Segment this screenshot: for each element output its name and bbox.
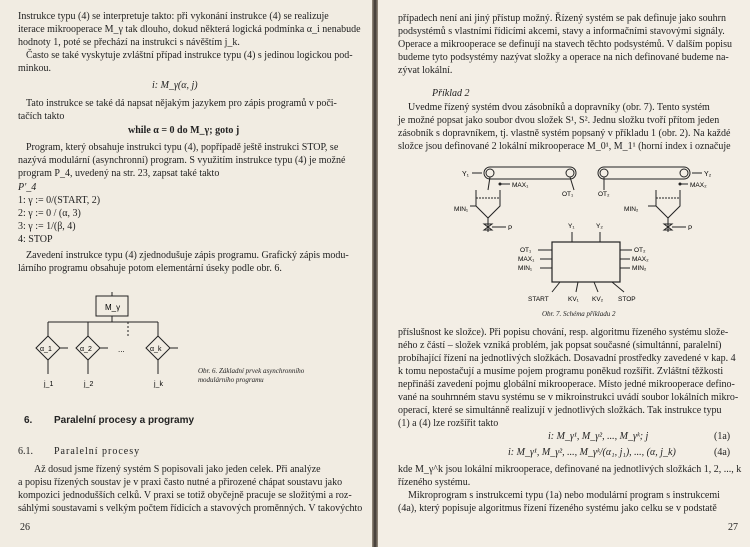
left-para-1-line-3: hodnoty 1, poté se přechází na instrukci s návěštím j_k.	[18, 37, 240, 48]
right-para-3-line-5: nepřináší zavedení pojmu globální mikrooperace. Místo jedné mikrooperace defino-	[398, 379, 735, 390]
out-j2-label: j_2	[84, 381, 94, 388]
example-title: Příklad 2	[432, 88, 470, 99]
left-para-5-line-2: a popisu řízených soustav je v praxi často nutné a přirozené chápat soustavu jako	[18, 477, 343, 488]
right-para-2-line-1: Uvedme řízený systém dvou zásobníků a dopravníky (obr. 7). Tento systém	[408, 102, 710, 113]
fig7-box-min1: MIN₁	[518, 265, 533, 272]
program-line-4: 4: STOP	[18, 234, 53, 245]
right-para-3-line-6: vané na souhrnném stavu systému se v mikroinstrukci uvádí soubor lokálních mikro-	[398, 392, 739, 403]
right-para-4-line-1: kde M_γ^k jsou lokální mikrooperace, definované na jednotlivých složkách 1, 2, ..., k	[398, 464, 742, 475]
left-para-1-line-2: iterace mikrooperace M_γ tak dlouho, dokud některá logická podmínka α_i nenabude	[18, 24, 361, 35]
fig7-stop-label: STOP	[618, 296, 636, 303]
left-page-number: 26	[20, 522, 30, 533]
out-j1-label: j_1	[44, 381, 54, 388]
right-para-1-line-4: budeme tyto podsystémy nazývat složky a operace na nich definované budeme na-	[398, 52, 729, 63]
right-para-3-line-2: ného z částí – složek vzniká problém, jak popsat současné (simultánní, paralelní)	[398, 340, 722, 351]
fig7-max2-label: MAX₂	[690, 182, 707, 189]
right-para-4-line-4: (4a), který popisuje algoritmus řízení řízeného systému jako celku se v podstatě	[398, 503, 717, 514]
fig7-y2-label: Y₂	[704, 171, 712, 178]
program-line-3: 3: γ := 1/(β, 4)	[18, 221, 76, 232]
left-para-3-line-3: program P_4, uvedený na str. 23, zapsat také takto	[18, 168, 220, 179]
formula-iteration: i: M_γ(α, j)	[152, 80, 198, 91]
right-para-1-line-3: Operace a mikrooperace se definují na stavech těchto podsystémů. V dalším popisu	[398, 39, 732, 50]
left-para-5-line-3: kompozici jednodušších celků. V praxi se totiž obyčejně pracuje se složitými a roz-	[18, 490, 352, 501]
fig7-box-max1: MAX₁	[518, 256, 535, 263]
right-para-3-line-4: k tomu nepostačují a musíme pojem programu poněkud rozšířit. Zvláštní těžkosti	[398, 366, 724, 377]
left-para-2-line-1: Tato instrukce se také dá napsat nějakým jazykem pro zápis programů v poči-	[26, 98, 337, 109]
alpha-1-label: α_1	[40, 346, 52, 353]
right-page	[378, 0, 750, 547]
figure-6-diagram	[24, 292, 354, 392]
while-statement: while α = 0 do M_γ; goto j	[128, 125, 240, 136]
right-para-3-line-3: probíhající řízení na jednotlivých složkách. Dosavadní prostředky zavedené v kap. 4	[398, 353, 736, 364]
right-page-number: 27	[728, 522, 738, 533]
left-para-5-line-4: sáhlými soustavami s velkým počtem řídicích a stavových proměnných. V takovýchto	[18, 503, 363, 514]
fig7-box-ot2: OT₂	[634, 247, 646, 254]
fig7-box-y1-label: Y₁	[568, 223, 575, 230]
right-para-4-line-2: řízeného systému.	[398, 477, 471, 488]
fig7-start-label: START	[528, 296, 549, 303]
fig7-max1-label: MAX₁	[512, 182, 529, 189]
controller-box	[552, 242, 620, 282]
right-para-4-line-3: Mikroprogram s instrukcemi typu (1a) nebo modulární program s instrukcemi	[408, 490, 720, 501]
figure-6-caption-line-2: modulárního programu	[198, 376, 264, 384]
left-conveyor	[484, 167, 576, 179]
right-para-1-line-2: podsystémů s vlastními řídicími akcemi, stavy a informačními stavovými signály.	[398, 26, 725, 37]
right-para-3-line-8: (1) a (4) lze rozšířit takto	[398, 418, 499, 429]
fig7-min1-label: MIN₁	[454, 206, 469, 213]
left-para-3-line-1: Program, který obsahuje instrukci typu (4), popřípadě ještě instrukci STOP, se	[26, 142, 339, 153]
figure-7-caption: Obr. 7. Schéma příkladu 2	[542, 310, 616, 318]
program-line-2: 2: γ := 0 / (α, 3)	[18, 208, 81, 219]
right-conveyor	[598, 167, 690, 179]
right-para-2-line-3: zásobník s dopravníkem, tj. vlastně systém popsaný v příkladu 1 (obr. 2). Na každé	[398, 128, 731, 139]
left-page	[0, 0, 372, 547]
equation-1a-number: (1a)	[714, 431, 731, 442]
right-para-3-line-7: operací, které se simultánně realizují v jednotlivých složkách. Tak instrukce typu	[398, 405, 722, 416]
fig7-kv2-label: KV₂	[592, 296, 604, 303]
alpha-2-label: α_2	[80, 346, 92, 353]
fig7-y1-label: Y₁	[462, 171, 470, 178]
figure-6-caption-line-1: Obr. 6. Základní prvek asynchronního	[198, 367, 305, 375]
left-para-1-line-5: minkou.	[18, 63, 52, 74]
fig7-ot1-label: OT₁	[562, 191, 574, 198]
alpha-k-label: α_k	[150, 346, 162, 353]
left-para-4-line-1: Zavedení instrukce typu (4) zjednodušuje zápis programu. Grafický zápis modu-	[26, 250, 349, 261]
right-para-1-line-1: případech není ani jiný přístup možný. Řízený systém se pak definuje jako souhrn	[398, 13, 726, 24]
section-number: 6.	[24, 415, 33, 426]
equation-4a-number: (4a)	[714, 447, 731, 458]
left-para-4-line-2: lárního programu obsahuje potom elementární úseky podle obr. 6.	[18, 263, 282, 274]
fig7-p-left-label: P	[508, 225, 513, 232]
fig7-kv1-label: KV₁	[568, 296, 579, 303]
figure-7-diagram	[448, 160, 738, 312]
fig7-box-min2: MIN₂	[632, 265, 647, 272]
fig7-min2-label: MIN₂	[624, 206, 639, 213]
fig7-box-y2-label: Y₂	[596, 223, 603, 230]
alpha-dots: ...	[118, 345, 125, 354]
fig7-box-max2: MAX₂	[632, 256, 649, 263]
equation-1a: i: M_γ¹, M_γ², ..., M_γᵏ; j	[548, 431, 649, 442]
left-para-2-line-2: tačích takto	[18, 111, 65, 122]
subsection-title: Paralelní procesy	[54, 446, 141, 457]
equation-4a: i: M_γ¹, M_γ², ..., M_γᵏ/(α₁, j₁), ..., (α, j_k)	[508, 447, 676, 458]
right-para-2-line-2: je možné popsat jako soubor dvou složek S¹, S². Jednu složku tvoří přítom jeden	[398, 115, 720, 126]
out-jk-label: j_k	[154, 381, 163, 388]
right-para-1-line-5: zývat lokální.	[398, 65, 453, 76]
left-para-3-line-2: nazývá modulární (asynchronní) program. S využitím instrukce typu (4) je možné	[18, 155, 346, 166]
microoperation-box-label: M_γ	[105, 303, 121, 312]
fig7-ot2-label: OT₂	[598, 191, 610, 198]
right-para-2-line-4: složce jsou definované 2 lokální mikrooperace M_0¹, M_1¹ (horní index i označuje	[398, 141, 731, 152]
left-para-5-line-1: Až dosud jsme řízený systém S popisovali jako jeden celek. Při analýze	[34, 464, 321, 475]
fig7-p-right-label: P	[688, 225, 693, 232]
subsection-number: 6.1.	[18, 446, 33, 457]
left-para-1-line-4: Často se také vyskytuje zvláštní případ instrukce typu (4) s jedinou logickou pod-	[26, 50, 353, 61]
left-para-1-line-1: Instrukce typu (4) se interpretuje takto: při vykonání instrukce (4) se realizuje	[18, 11, 329, 22]
fig7-box-ot1: OT₁	[520, 247, 532, 254]
program-line-1: 1: γ := 0/(START, 2)	[18, 195, 101, 206]
right-para-3-line-1: příslušnost ke složce). Při popisu chování, resp. algoritmu řízeného systému slože-	[398, 327, 729, 338]
program-label: P'_4	[18, 182, 37, 193]
section-title: Paralelní procesy a programy	[54, 415, 195, 426]
